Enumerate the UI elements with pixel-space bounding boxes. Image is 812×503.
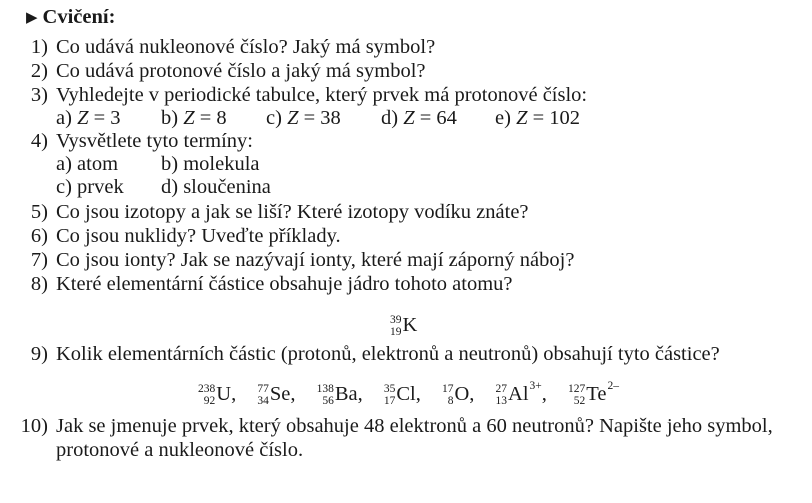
separator: , — [415, 382, 421, 405]
separator: , — [541, 382, 547, 405]
element-symbol: Se — [269, 382, 291, 405]
triangle-bullet-icon: ▶ — [26, 10, 38, 26]
mass-number: 77 — [257, 383, 269, 395]
question-number: 10) — [20, 415, 48, 437]
option-value: = 38 — [298, 107, 341, 129]
option-variable: Z — [183, 107, 195, 129]
question-number: 7) — [30, 249, 48, 271]
mass-number: 238 — [198, 383, 216, 395]
option-value: = 8 — [194, 107, 227, 129]
element-symbol: Cl — [396, 382, 416, 405]
question-text: Co udává nukleonové číslo? Jaký má symbol? — [56, 36, 436, 58]
question-number: 8) — [30, 273, 48, 295]
atomic-number: 19 — [390, 326, 402, 338]
question-text: Co jsou nuklidy? Uveďte příklady. — [56, 225, 341, 247]
option-d — [381, 106, 457, 130]
element-symbol: K — [402, 313, 418, 336]
element-symbol: Te — [586, 382, 607, 405]
term-item: a) atom — [56, 153, 119, 175]
heading-text: Cvičení: — [42, 6, 116, 28]
question-text: Vyhledejte v periodické tabulce, který prvek má protonové číslo: — [56, 84, 588, 106]
element-symbol: O — [454, 382, 470, 405]
question-text-line-2: protonové a nukleonové číslo. — [56, 439, 304, 461]
separator: , — [231, 382, 237, 405]
option-a — [56, 106, 121, 130]
exercise-heading — [26, 6, 115, 29]
nuclide-potassium — [390, 305, 417, 337]
option-e — [495, 106, 580, 130]
separator: , — [290, 382, 296, 405]
option-b — [161, 106, 227, 130]
question-text: Co jsou ionty? Jak se nazývají ionty, které mají záporný náboj? — [56, 249, 575, 271]
atomic-number: 34 — [257, 395, 269, 407]
question-number: 3) — [30, 84, 48, 106]
mass-number: 138 — [316, 383, 334, 395]
option-variable: Z — [516, 107, 528, 129]
option-label: b) — [161, 107, 179, 129]
nuclide-item — [198, 382, 236, 406]
nuclide-item — [384, 382, 421, 406]
term-item: d) sloučenina — [161, 176, 271, 198]
question-number: 5) — [30, 201, 48, 223]
term-item: c) prvek — [56, 176, 124, 198]
option-value: = 64 — [414, 107, 457, 129]
question-text: Které elementární částice obsahuje jádro tohoto atomu? — [56, 273, 513, 295]
term-item: b) molekula — [161, 153, 260, 175]
option-c — [266, 106, 341, 130]
question-text: Vysvětlete tyto termíny: — [56, 130, 253, 152]
element-symbol: Ba — [334, 382, 358, 405]
nuclide-item — [257, 382, 295, 406]
option-label: d) — [381, 107, 399, 129]
mass-number: 35 — [383, 383, 396, 395]
question-number: 2) — [30, 60, 48, 82]
question-number: 1) — [30, 36, 48, 58]
atomic-number: 52 — [573, 395, 586, 407]
nuclide-list — [198, 374, 619, 406]
question-number: 9) — [30, 343, 48, 365]
atomic-number: 56 — [322, 395, 334, 407]
option-variable: Z — [287, 107, 299, 129]
option-variable: Z — [77, 107, 89, 129]
separator: , — [357, 382, 363, 405]
option-label: c) — [266, 107, 282, 129]
atomic-number: 13 — [495, 395, 508, 407]
option-variable: Z — [403, 107, 415, 129]
separator: , — [469, 382, 475, 405]
option-label: e) — [495, 107, 511, 129]
question-number: 4) — [30, 130, 48, 152]
question-text: Co jsou izotopy a jak se liší? Které izotopy vodíku znáte? — [56, 201, 529, 223]
option-value: = 3 — [88, 107, 121, 129]
mass-number: 27 — [495, 383, 508, 395]
question-text-line-1: Jak se jmenuje prvek, který obsahuje 48 elektronů a 60 neutronů? Napište jeho symbol, — [56, 415, 773, 437]
atomic-number: 8 — [447, 395, 454, 407]
nuclide-item — [568, 382, 619, 406]
ion-charge: 3+ — [529, 380, 542, 392]
mass-number: 127 — [568, 383, 586, 395]
mass-number: 39 — [390, 314, 402, 326]
question-number: 6) — [30, 225, 48, 247]
mass-number: 17 — [441, 383, 454, 395]
question-text: Kolik elementárních částic (protonů, elektronů a neutronů) obsahují tyto částice? — [56, 343, 720, 365]
nuclide-item — [442, 382, 474, 406]
nuclide-item — [317, 382, 363, 406]
element-symbol: Al — [508, 382, 529, 405]
option-value: = 102 — [527, 107, 581, 129]
element-symbol: U — [216, 382, 232, 405]
atomic-number: 17 — [383, 395, 396, 407]
ion-charge: 2– — [607, 380, 619, 392]
atomic-number: 92 — [203, 395, 216, 407]
option-label: a) — [56, 107, 72, 129]
question-text: Co udává protonové číslo a jaký má symbol? — [56, 60, 426, 82]
nuclide-item — [496, 382, 547, 406]
